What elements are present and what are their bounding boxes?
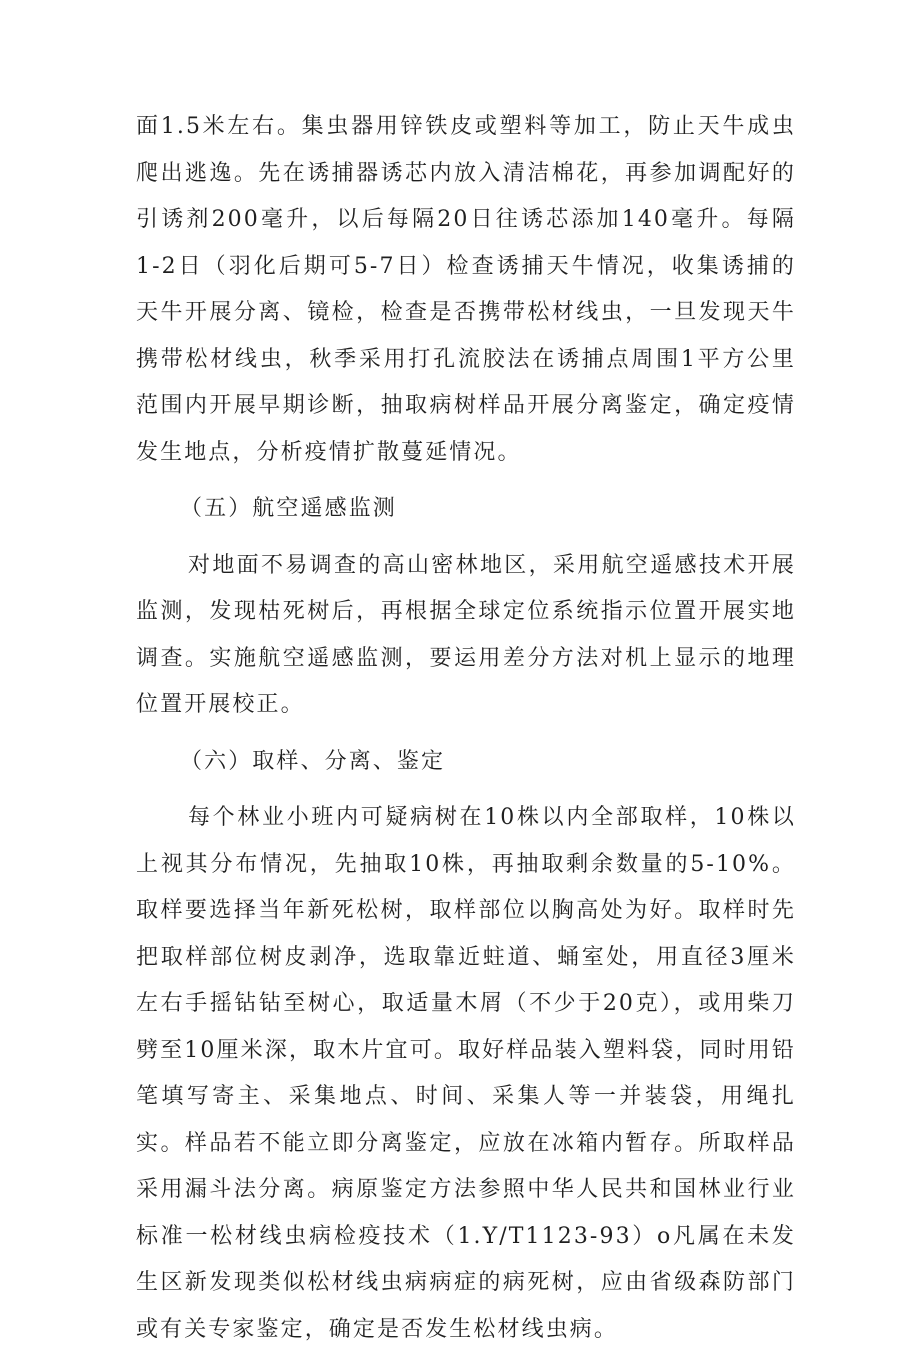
- section-heading-6: （六）取样、分离、鉴定: [180, 748, 446, 774]
- spacer: [136, 476, 796, 486]
- document-page: [136, 104, 796, 1353]
- paragraph-continued: 面1.5米左右。集虫器用锌铁皮或塑料等加工，防止天牛成虫爬出逃逸。先在诱捕器诱芯内放入清洁棉花，再参加调配好的引诱剂200毫升，以后每隔20日往诱芯添加140毫升。每隔1-2日（羽化后期可5-7日）检查诱捕天牛情况，收集诱捕的天牛开展分离、镜检，检查是否携带松材线虫，一旦发现天牛携带松材线虫，秋季采用打孔流胶法在诱捕点周围1平方公里范围内开展早期诊断，抽取病树样品开展分离鉴定，确定疫情发生地点，分析疫情扩散蔓延情况。: [136, 114, 796, 465]
- spacer: [136, 785, 796, 795]
- section-heading-5: （五）航空遥感监测: [180, 496, 397, 521]
- spacer: [136, 729, 796, 739]
- paragraph-sampling-identification: 每个林业小班内可疑病树在10株以内全部取样，10株以上视其分布情况，先抽取10株，再抽取剩余数量的5-10%。取样要选择当年新死松树，取样部位以胸高处为好。取样时先把取样部位树皮剥净，选取靠近蛀道、蛹室处，用直径3厘米左右手摇钻钻至树心，取适量木屑（不少于20克），或用柴刀劈至10厘米深，取木片宜可。取好样品装入塑料袋，同时用铅笔填写寄主、采集地点、时间、采集人等一并装袋，用绳扎实。样品若不能立即分离鉴定，应放在冰箱内暂存。所取样品采用漏斗法分离。病原鉴定方法参照中华人民共和国林业行业标准一松材线虫病检疫技术（1.Y/T1123-93）o凡属在未发生区新发现类似松材线虫病病症的病死树，应由省级森防部门或有关专家鉴定，确定是否发生松材线虫病。: [136, 805, 796, 1342]
- paragraph-aerial-remote-sensing: 对地面不易调查的高山密林地区，采用航空遥感技术开展监测，发现枯死树后，再根据全球定位系统指示位置开展实地调查。实施航空遥感监测，要运用差分方法对机上显示的地理位置开展校正。: [136, 552, 796, 717]
- spacer: [136, 533, 796, 543]
